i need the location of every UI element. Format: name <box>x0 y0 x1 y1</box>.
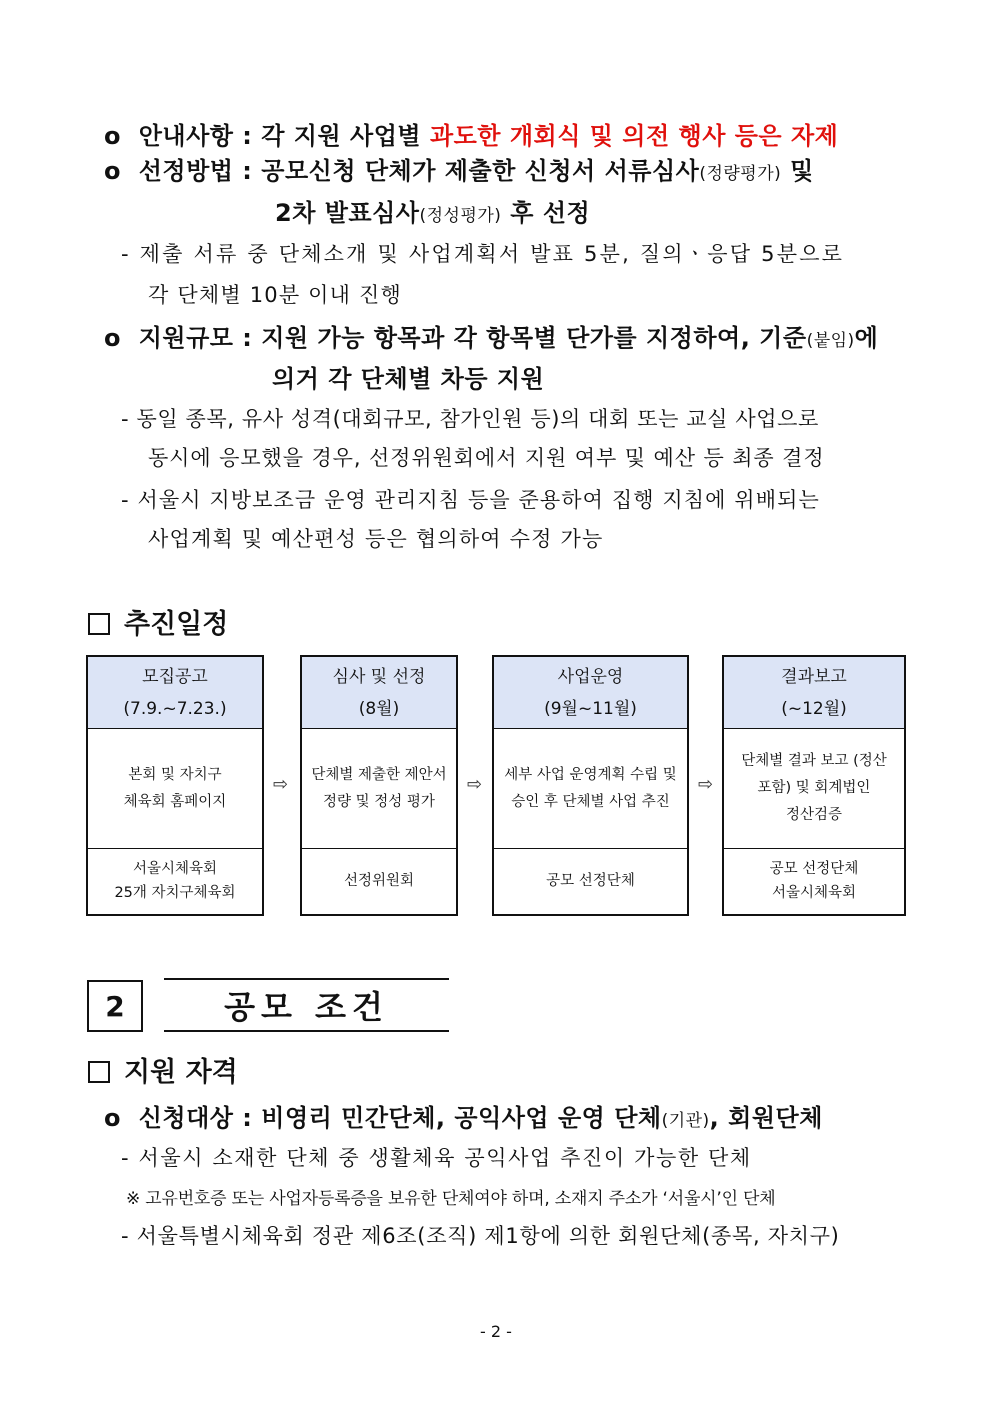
step-header <box>494 657 687 729</box>
schedule-step-4 <box>722 655 906 916</box>
schedule-step-2 <box>300 655 458 916</box>
sub-item-cont: 각 단체별 10분 이내 진행 <box>148 283 402 307</box>
step-organization: 서울시체육회 25개 자치구체육회 <box>114 861 236 901</box>
step-title: 결과보고 <box>781 666 847 687</box>
applicant-text: 신청대상 : 비영리 민간단체, 공익사업 운영 단체 <box>138 1104 662 1132</box>
step-period: (8월) <box>358 698 400 719</box>
note-item: ※ 고유번호증 또는 사업자등록증을 보유한 단체여야 하며, 소재지 주소가 ‘서울시’인 단체 <box>126 1189 776 1209</box>
step-period: (9월~11월) <box>544 698 637 719</box>
step-description: 단체별 결과 보고 (정산 포함) 및 회계법인 정산검증 <box>724 729 904 849</box>
sub-item: - 서울시 소재한 단체 중 생활체육 공익사업 추진이 가능한 단체 <box>121 1146 752 1170</box>
selection-method-line2-text: 2차 발표심사 <box>275 199 420 227</box>
bullet: o <box>104 122 121 150</box>
sub-item-cont: 동시에 응모했을 경우, 선정위원회에서 지원 여부 및 예산 등 최종 결정 <box>148 446 825 470</box>
eligibility-heading <box>88 1050 238 1089</box>
applicant-line <box>104 1098 823 1133</box>
step-organization: 공모 선정단체 <box>546 873 635 889</box>
sub-item: - 서울특별시체육회 정관 제6조(조직) 제1항에 의한 회원단체(종목, 자치구) <box>121 1224 840 1248</box>
arrow-right-icon: ⇨ <box>273 774 289 795</box>
support-scale-line2: 의거 각 단체별 차등 지원 <box>272 365 545 393</box>
schedule-heading-text: 추진일정 <box>124 609 229 640</box>
schedule-step-3 <box>492 655 689 916</box>
support-scale-tail: 에 <box>854 324 879 352</box>
bullet: o <box>104 324 121 352</box>
bullet: o <box>104 157 121 185</box>
step-description: 단체별 제출한 제안서 정량 및 정성 평가 <box>302 729 456 849</box>
selection-method-text: 선정방법 : 공모신청 단체가 제출한 신청서 서류심사 <box>138 157 700 185</box>
step-organization: 선정위원회 <box>343 873 415 889</box>
step-header <box>724 657 904 729</box>
selection-method-tail: 및 <box>781 157 814 185</box>
checkbox-square-icon <box>88 1061 110 1083</box>
page-number: - 2 - <box>480 1322 512 1341</box>
step-description: 세부 사업 운영계획 수립 및 승인 후 단체별 사업 추진 <box>494 729 687 849</box>
sub-item-cont: 사업계획 및 예산편성 등은 협의하여 수정 가능 <box>148 527 604 551</box>
schedule-heading <box>88 602 228 641</box>
note-small: (정성평가) <box>419 206 502 226</box>
arrow-right-icon: ⇨ <box>698 774 714 795</box>
selection-method-line2-tail: 후 선정 <box>501 199 591 227</box>
checkbox-square-icon <box>88 613 110 635</box>
selection-method-line2 <box>275 193 590 228</box>
step-header <box>302 657 456 729</box>
step-period: (~12월) <box>781 698 847 719</box>
sub-item: - 제출 서류 중 단체소개 및 사업계획서 발표 5분, 질의ㆍ응답 5분으로 <box>121 242 845 266</box>
selection-method-line1 <box>104 151 814 186</box>
support-scale-line1 <box>104 318 878 353</box>
step-period: (7.9.~7.23.) <box>123 698 227 719</box>
sub-item: - 동일 종목, 유사 성격(대회규모, 참가인원 등)의 대회 또는 교실 사업으로 <box>121 407 819 431</box>
arrow-right-icon: ⇨ <box>467 774 483 795</box>
applicant-tail: , 회원단체 <box>709 1104 823 1132</box>
note-small: (붙임) <box>806 331 855 351</box>
step-organization: 공모 선정단체 서울시체육회 <box>769 861 859 901</box>
note-small: (정량평가) <box>699 164 782 184</box>
step-description: 본회 및 자치구 체육회 홈페이지 <box>88 729 262 849</box>
step-title: 심사 및 선정 <box>332 666 426 687</box>
sub-item: - 서울시 지방보조금 운영 관리지침 등을 준용하여 집행 지침에 위배되는 <box>121 488 820 512</box>
support-scale-text: 지원규모 : 지원 가능 항목과 각 항목별 단가를 지정하여, 기준 <box>138 324 807 352</box>
step-header <box>88 657 262 729</box>
section-title: 공모 조건 <box>164 978 449 1032</box>
guidance-line <box>104 116 838 151</box>
section-number: 2 <box>87 980 143 1032</box>
bullet: o <box>104 1104 121 1132</box>
guidance-highlight: 과도한 개회식 및 의전 행사 등은 자제 <box>429 122 839 150</box>
step-title: 모집공고 <box>142 666 208 687</box>
guidance-label: 안내사항 : 각 지원 사업별 <box>138 122 430 150</box>
step-title: 사업운영 <box>557 666 624 687</box>
eligibility-heading-text: 지원 자격 <box>124 1057 238 1088</box>
schedule-step-1 <box>86 655 264 916</box>
note-small: (기관) <box>661 1111 710 1131</box>
